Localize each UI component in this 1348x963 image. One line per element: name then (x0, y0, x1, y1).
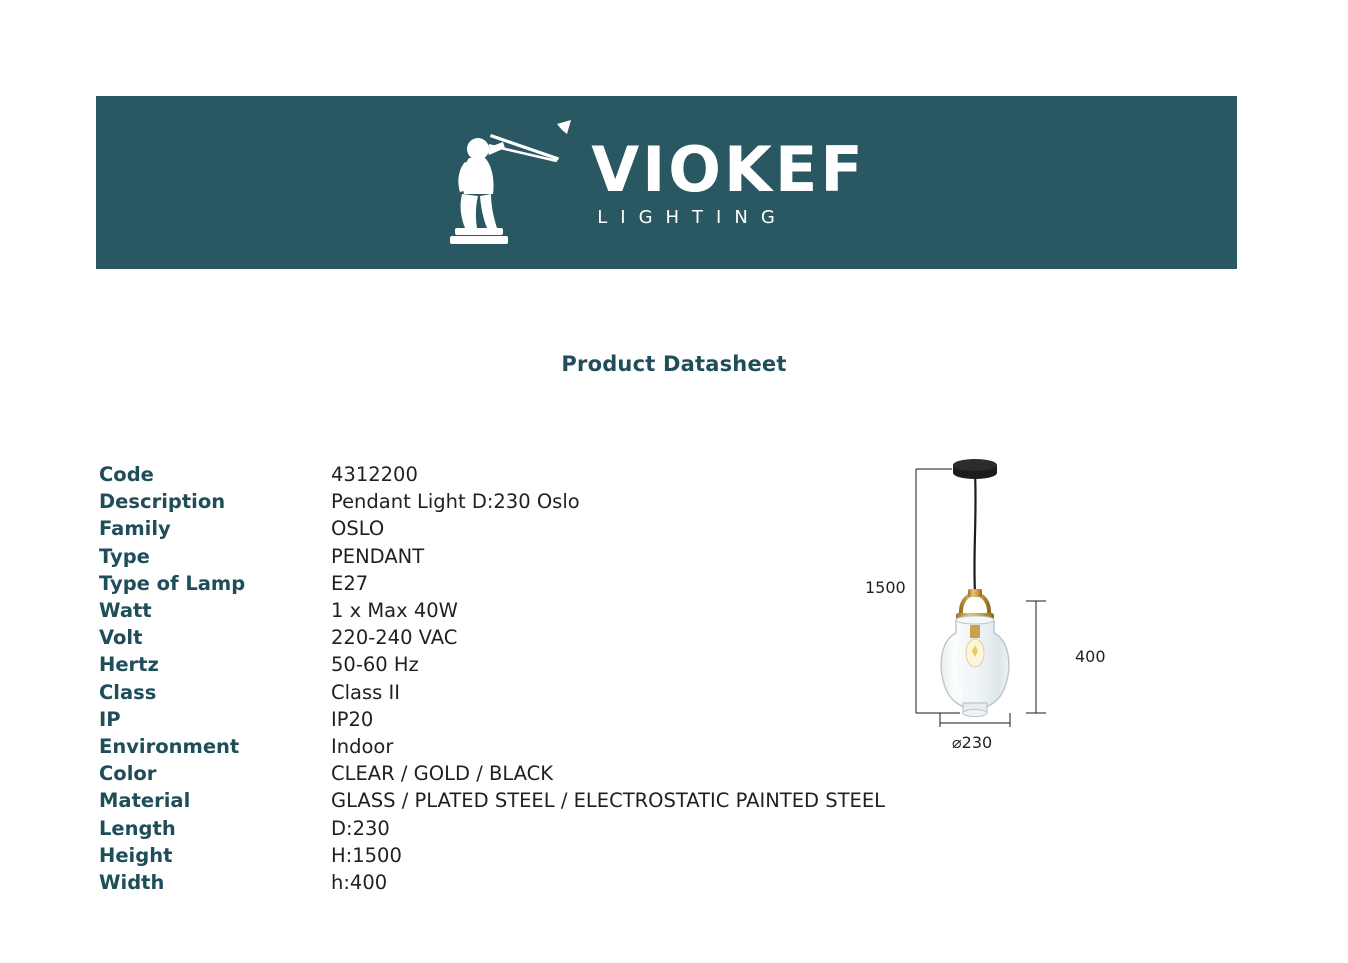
spec-value: H:1500 (331, 843, 402, 867)
spec-label: Hertz (99, 653, 159, 677)
spec-value: 1 x Max 40W (331, 599, 458, 623)
spec-value: IP20 (331, 707, 374, 731)
spec-label: Class (99, 680, 157, 704)
spec-value: GLASS / PLATED STEEL / ELECTROSTATIC PAINTED STEEL (331, 789, 886, 813)
brand-logo (431, 118, 866, 248)
table-row (99, 515, 885, 542)
table-row (99, 842, 885, 869)
spec-label: Length (99, 816, 176, 840)
page-title: Product Datasheet (561, 352, 787, 376)
table-row (99, 706, 885, 733)
table-row (99, 597, 885, 624)
spec-value: CLEAR / GOLD / BLACK (331, 762, 554, 786)
brand-banner (96, 96, 1237, 269)
spec-value: D:230 (331, 816, 390, 840)
table-row (99, 651, 885, 678)
table-row (99, 787, 885, 814)
spec-label: Family (99, 517, 171, 541)
dimension-diameter: ⌀230 (952, 733, 993, 752)
spec-label: Color (99, 762, 157, 786)
table-row (99, 679, 885, 706)
spec-label: Code (99, 463, 154, 486)
brand-name: VIOKEF (591, 133, 866, 207)
product-spec-table (99, 461, 885, 896)
dimension-total-height: 1500 (865, 578, 906, 597)
brand-logo-text (591, 133, 866, 228)
spec-value: Class II (331, 680, 401, 704)
table-row (99, 624, 885, 651)
table-row (99, 733, 885, 760)
spec-value: OSLO (331, 517, 385, 541)
viokef-statue-logo-icon (431, 118, 581, 248)
table-row (99, 543, 885, 570)
spec-label: Description (99, 490, 226, 514)
spec-label: Type of Lamp (99, 571, 246, 595)
pendant-light-dimension-drawing (860, 455, 1160, 775)
table-row (99, 461, 885, 488)
spec-value: PENDANT (331, 544, 425, 568)
spec-value: 4312200 (331, 463, 418, 486)
spec-label: Environment (99, 735, 240, 759)
spec-value: h:400 (331, 871, 388, 895)
product-drawing-svg (860, 455, 1160, 775)
spec-value: 50-60 Hz (331, 653, 419, 677)
table-row (99, 570, 885, 597)
spec-label: Watt (99, 599, 152, 623)
table-row (99, 760, 885, 787)
dimension-shade-height: 400 (1075, 647, 1106, 666)
spec-label: IP (99, 707, 121, 731)
spec-value: Pendant Light D:230 Oslo (331, 490, 580, 514)
spec-value: Indoor (331, 735, 394, 759)
table-row (99, 815, 885, 842)
table-row (99, 869, 885, 896)
spec-value: 220-240 VAC (331, 626, 458, 650)
spec-label: Width (99, 871, 165, 895)
spec-label: Material (99, 789, 191, 813)
spec-label: Type (99, 544, 150, 568)
spec-label: Height (99, 843, 173, 867)
brand-tagline: LIGHTING (597, 206, 788, 228)
table-row (99, 488, 885, 515)
spec-value: E27 (331, 571, 369, 595)
spec-label: Volt (99, 626, 143, 650)
